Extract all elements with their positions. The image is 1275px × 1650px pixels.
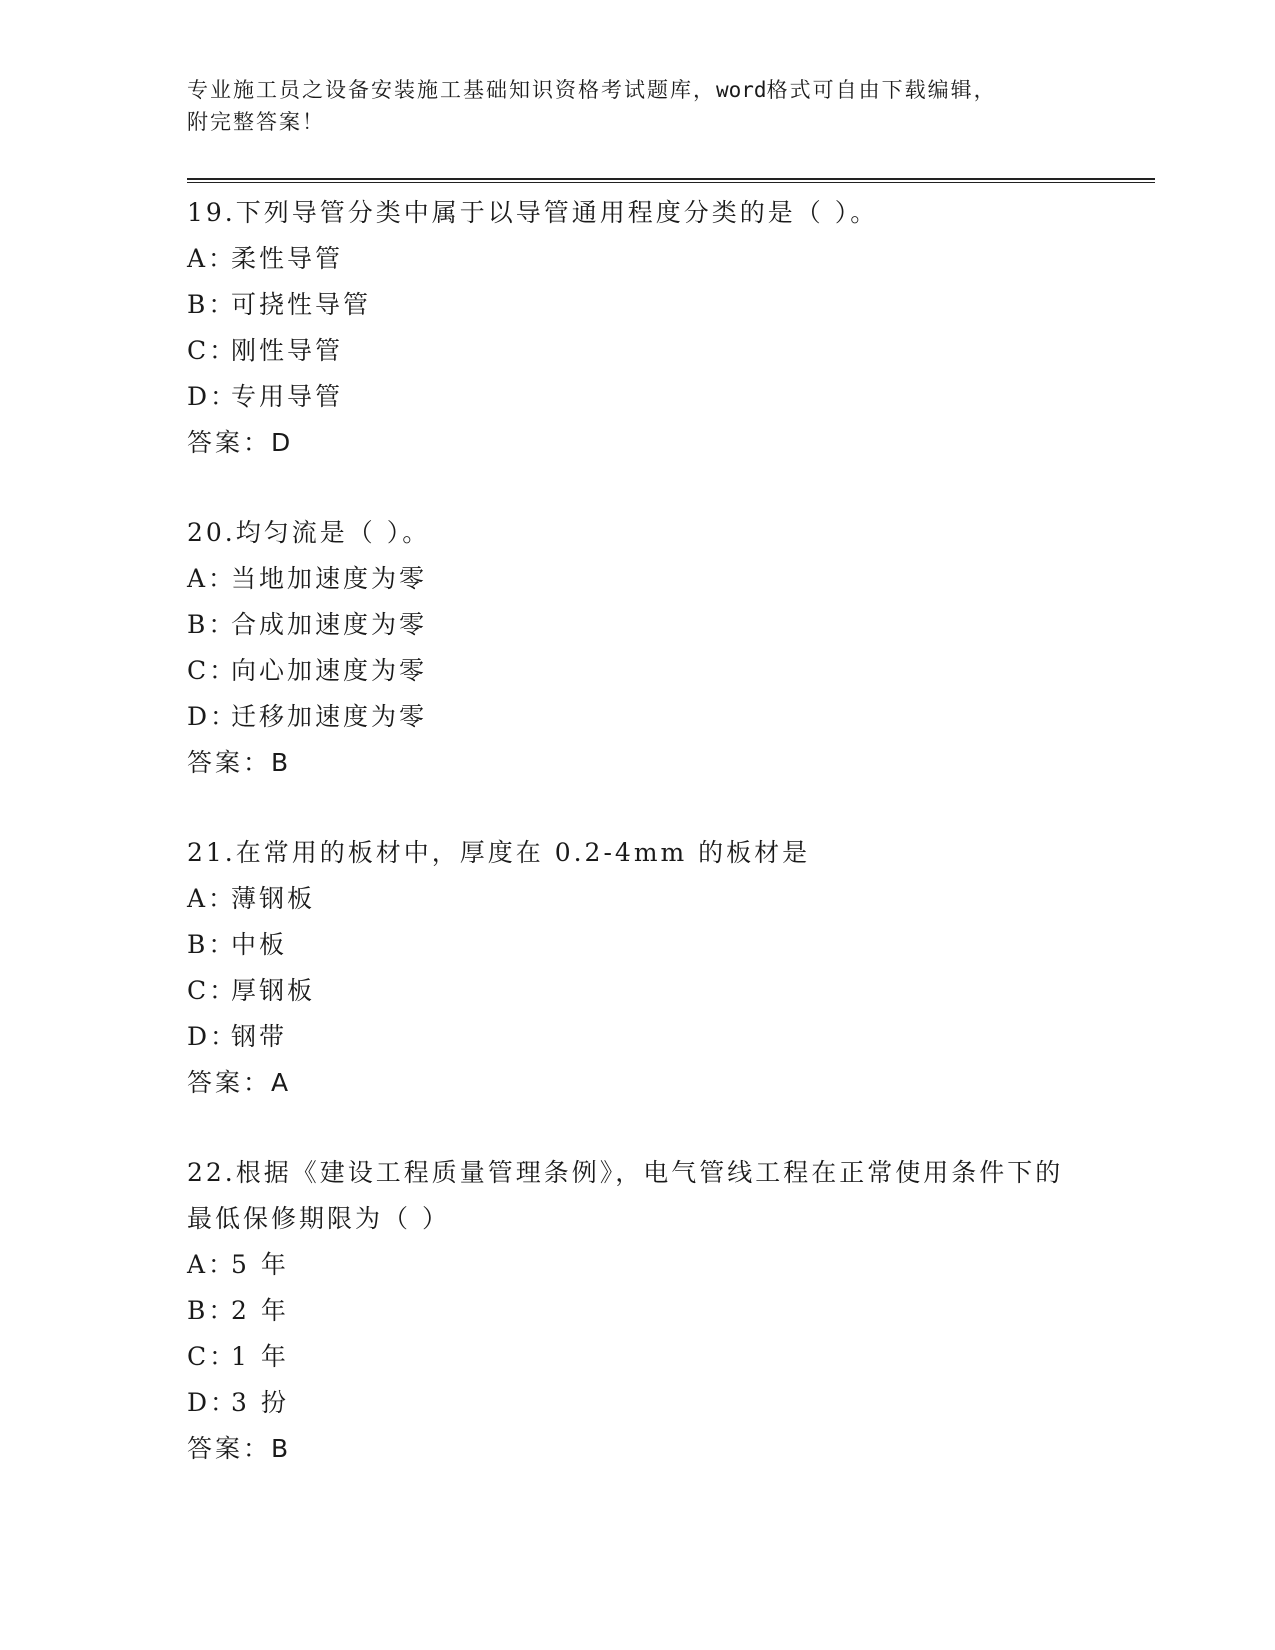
option-a xyxy=(187,1242,1155,1288)
option-key: B： xyxy=(187,1296,237,1325)
option-text: 可挠性导管 xyxy=(231,290,372,319)
option-a xyxy=(187,876,1155,922)
option-text: 钢带 xyxy=(231,1022,288,1051)
answer-line: 答案：B xyxy=(187,748,292,777)
option-key: D： xyxy=(187,1388,239,1417)
header-text-word: word xyxy=(716,78,767,102)
option-key: A： xyxy=(187,244,237,273)
option-key: A： xyxy=(187,1250,237,1279)
option-text: 柔性导管 xyxy=(231,244,344,273)
question-21 xyxy=(187,830,1155,1106)
option-text: 5 年 xyxy=(231,1250,289,1279)
option-c xyxy=(187,648,1155,694)
option-key: B： xyxy=(187,290,237,319)
option-key: C： xyxy=(187,656,238,685)
option-d xyxy=(187,374,1155,420)
option-d xyxy=(187,1014,1155,1060)
answer-line: 答案：D xyxy=(187,428,294,457)
option-key: C： xyxy=(187,976,238,1005)
option-text: 向心加速度为零 xyxy=(231,656,428,685)
question-stem: 20.均匀流是（ ）。 xyxy=(187,518,431,547)
option-a xyxy=(187,556,1155,602)
option-key: C： xyxy=(187,1342,238,1371)
option-text: 专用导管 xyxy=(231,382,344,411)
question-19 xyxy=(187,190,1155,466)
option-text: 3 扮 xyxy=(231,1388,289,1417)
option-d xyxy=(187,1380,1155,1426)
option-a xyxy=(187,236,1155,282)
question-stem: 21.在常用的板材中，厚度在 0.2-4mm 的板材是 xyxy=(187,838,811,867)
option-text: 合成加速度为零 xyxy=(231,610,428,639)
answer-line: 答案：B xyxy=(187,1434,292,1463)
option-b xyxy=(187,922,1155,968)
question-list xyxy=(187,190,1155,1516)
question-stem: 22.根据《建设工程质量管理条例》，电气管线工程在正常使用条件下的最低保修期限为（ ） xyxy=(187,1158,1064,1233)
question-stem: 19.下列导管分类中属于以导管通用程度分类的是（ ）。 xyxy=(187,198,879,227)
option-d xyxy=(187,694,1155,740)
option-text: 厚钢板 xyxy=(231,976,316,1005)
question-20 xyxy=(187,510,1155,786)
header-text-a: 专业施工员之设备安装施工基础知识资格考试题库， xyxy=(187,78,716,102)
header-text-c: 格式可自由下载编辑， xyxy=(766,78,997,102)
option-key: D： xyxy=(187,382,239,411)
option-key: D： xyxy=(187,1022,239,1051)
option-b xyxy=(187,602,1155,648)
option-text: 迁移加速度为零 xyxy=(231,702,428,731)
option-c xyxy=(187,968,1155,1014)
option-b xyxy=(187,1288,1155,1334)
option-key: A： xyxy=(187,884,237,913)
answer-line: 答案：A xyxy=(187,1068,292,1097)
option-text: 中板 xyxy=(231,930,288,959)
option-text: 薄钢板 xyxy=(231,884,316,913)
header-line-2: 附完整答案！ xyxy=(187,110,325,134)
option-key: D： xyxy=(187,702,239,731)
header-line-1 xyxy=(187,74,1067,106)
option-key: C： xyxy=(187,336,238,365)
option-text: 当地加速度为零 xyxy=(231,564,428,593)
option-c xyxy=(187,1334,1155,1380)
double-rule-divider xyxy=(187,178,1155,183)
option-key: A： xyxy=(187,564,237,593)
document-header xyxy=(187,74,1067,138)
option-b xyxy=(187,282,1155,328)
option-key: B： xyxy=(187,930,237,959)
option-text: 1 年 xyxy=(231,1342,289,1371)
option-text: 2 年 xyxy=(231,1296,289,1325)
option-key: B： xyxy=(187,610,237,639)
option-c xyxy=(187,328,1155,374)
question-22 xyxy=(187,1150,1155,1472)
option-text: 刚性导管 xyxy=(231,336,344,365)
